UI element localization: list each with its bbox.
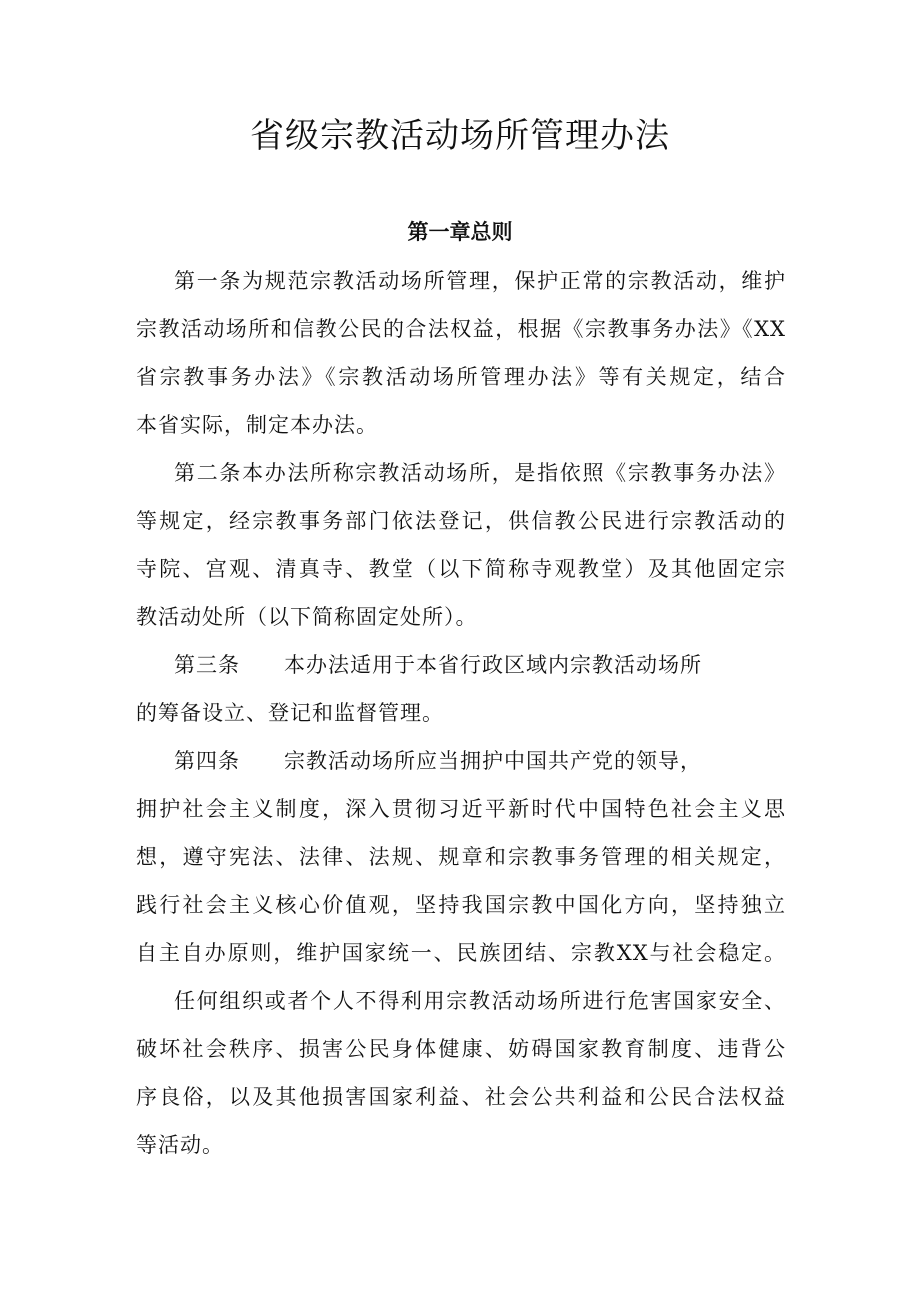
article-2-line: 寺院、宫观、清真寺、教堂（以下简称寺观教堂）及其他固定宗	[136, 557, 786, 581]
article-4-line: 想，遵守宪法、法律、法规、规章和宗教事务管理的相关规定，	[136, 845, 786, 869]
article-1-line: 第一条为规范宗教活动场所管理，保护正常的宗教活动，维护	[174, 269, 786, 293]
article-4-line	[174, 743, 786, 779]
article-3-label: 第三条	[174, 653, 240, 677]
article-3-line: 的筹备设立、登记和监督管理。	[136, 701, 444, 725]
article-1-line: 省宗教事务办法》《宗教活动场所管理办法》等有关规定，结合	[136, 365, 786, 389]
article-3-line	[174, 647, 786, 683]
article-1-line: 本省实际，制定本办法。	[136, 413, 378, 437]
article-4-first-line: 宗教活动场所应当拥护中国共产党的领导，	[284, 749, 702, 773]
document-title: 省级宗教活动场所管理办法	[250, 116, 670, 156]
article-2-line: 第二条本办法所称宗教活动场所，是指依照《宗教事务办法》	[174, 461, 786, 485]
paragraph-5-line: 序良俗，以及其他损害国家利益、社会公共利益和公民合法权益	[136, 1085, 786, 1109]
article-2-line: 等规定，经宗教事务部门依法登记，供信教公民进行宗教活动的	[136, 509, 786, 533]
article-2-line: 教活动处所（以下简称固定处所）。	[136, 605, 478, 629]
paragraph-5-line: 等活动。	[136, 1133, 224, 1157]
article-4-line: 践行社会主义核心价值观，坚持我国宗教中国化方向，坚持独立	[136, 893, 786, 917]
article-4-line: 拥护社会主义制度，深入贯彻习近平新时代中国特色社会主义思	[136, 797, 786, 821]
paragraph-5-line: 任何组织或者个人不得利用宗教活动场所进行危害国家安全、	[174, 989, 786, 1013]
chapter-heading: 第一章总则	[407, 219, 513, 244]
article-1-line: 宗教活动场所和信教公民的合法权益，根据《宗教事务办法》《XX	[136, 317, 786, 341]
article-3-first-line: 本办法适用于本省行政区域内宗教活动场所	[284, 653, 702, 677]
paragraph-5-line: 破坏社会秩序、损害公民身体健康、妨碍国家教育制度、违背公	[136, 1037, 786, 1061]
article-4-line: 自主自办原则，维护国家统一、民族团结、宗教XX与社会稳定。	[136, 941, 786, 965]
article-4-label: 第四条	[174, 749, 240, 773]
